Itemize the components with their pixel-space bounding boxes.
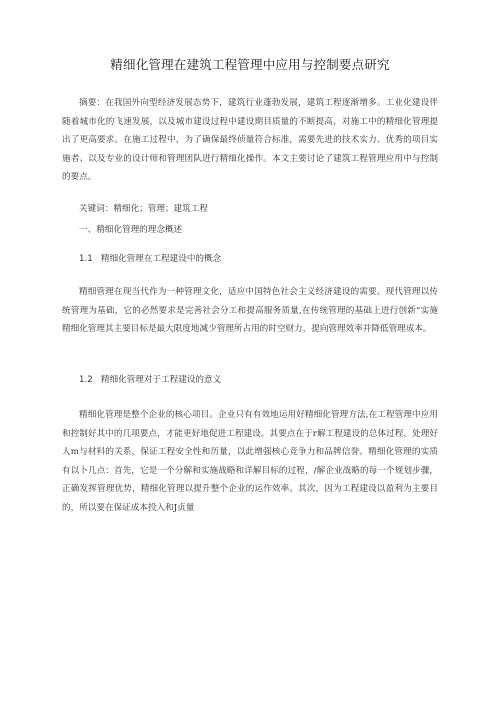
abstract-paragraph: 摘要：在我国外向型经济发展态势下，建筑行业蓬勃发展，建筑工程逐渐增多。工业化建设伴随着城市化的飞速发展，以及城市建设过程中建设期目质量的不断提高，对施工中的精细化管理提出了更高要求。在施工过程中，为了确保最终侦量符合标准，需要先进的技术实力、优秀的项目实施者、以及专业的设计师和管理团队进行精细化操作。本文主要讨论了建筑工程管理应用中与控制的要点。 (62, 98, 438, 183)
subsection-title: 精细化管理在工程建设中的概念 (100, 254, 222, 264)
document-title: 精细化管理在建筑工程管理中应用与控制要点研究 (110, 57, 390, 72)
keywords-line: 关键词：精细化；管理；建筑工程 (79, 204, 208, 214)
section-heading-1: 一、精细化管理的理念概述 (79, 225, 183, 235)
subsection-number: 1.1 (79, 254, 93, 264)
subsection-heading-1-2 (79, 374, 221, 386)
body-paragraph-1: 精细管理在现当代作为一种管理文化，适应中国特色社会主义经济建设的需要。现代管理以传统管理为基础，它的必然要求是完善社会分工和提高服务质量,在传统管理的基础上进行创新“实施精细化管理其主要目标是最大限度地减少管理所占用的时空财力，提向管理效率并降低管理成本。 (62, 287, 438, 335)
subsection-number: 1.2 (79, 375, 93, 385)
subsection-heading-1-1 (79, 253, 221, 265)
body-paragraph-2: 精细化管理是整个企业的核心项目。企业只有有效地运用好精细化管理方法,在工程管理中应用和控制好其中的几项要点，才能更好地促进工程建设。其要点在于r解工程建设的总体过程，处理好人m与材料的关系，保证工程安全性和历量，以此增强核心竞争力和品牌信誉。精细化管理的实质有以卜几点：首先，它是一个分解和实施战略和详解目标的过程，/解企业战略的每一个规划步骤，正确发挥管理优势，精细化管理以提升整个企业的运作效率。其次，因为工程建设以盈利为主要目的，所以要在保证成本投入和J贞量 (62, 410, 438, 513)
subsection-title: 精细化管理对于工程建设的意义 (100, 375, 222, 385)
